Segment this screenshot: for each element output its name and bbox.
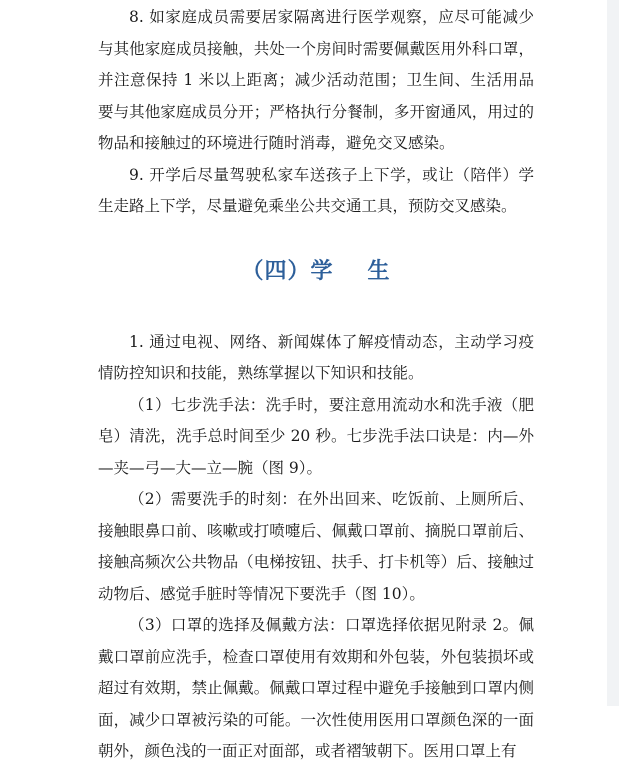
paragraph-item-8: 8. 如家庭成员需要居家隔离进行医学观察，应尽可能减少与其他家庭成员接触，共处一个房间时需要佩戴医用外科口罩，并注意保持 1 米以上距离；减少活动范围；卫生间、生活用品要与其他家庭成员分开；严格执行分餐制，多开窗通风，用过的物品和接触过的环境进行随时消毒，避免交叉感染。	[98, 8, 534, 152]
section-heading-part2: 生	[367, 258, 391, 284]
page-content	[98, 2, 534, 768]
section-heading	[98, 223, 534, 321]
paragraph-handwashing: （1）七步洗手法：洗手时，要注意用流动水和洗手液（肥皂）清洗，洗手总时间至少 20 秒。七步洗手法口诀是：内—外—夹—弓—大—立—腕（图 9）。	[98, 395, 534, 477]
paragraph-item-1: 1. 通过电视、网络、新闻媒体了解疫情动态，主动学习疫情防控知识和技能，熟练掌握以下知识和技能。	[98, 332, 534, 382]
paragraph-wash-moments: （2）需要洗手的时刻：在外出回来、吃饭前、上厕所后、接触眼鼻口前、咳嗽或打喷嚏后、佩戴口罩前、摘脱口罩前后、接触高频次公共物品（电梯按钮、扶手、打卡机等）后、接触过动物后、感觉手脏时等情况下要洗手（图 10）。	[98, 490, 534, 603]
section-heading-part1: （四）学	[241, 258, 334, 284]
paragraph-mask-usage: （3）口罩的选择及佩戴方法：口罩选择依据见附录 2。佩戴口罩前应洗手，检查口罩使用有效期和外包装，外包装损坏或超过有效期，禁止佩戴。佩戴口罩过程中避免手接触到口罩内侧面，减少口罩被污染的可能。一次性使用医用口罩颜色深的一面朝外，颜色浅的一面正对面部，或者褶皱朝下。医用口罩上有	[98, 616, 534, 760]
page-edge-strip	[607, 0, 619, 706]
paragraph-item-9: 9. 开学后尽量驾驶私家车送孩子上下学，或让（陪伴）学生走路上下学，尽量避免乘坐公共交通工具，预防交叉感染。	[98, 165, 534, 215]
